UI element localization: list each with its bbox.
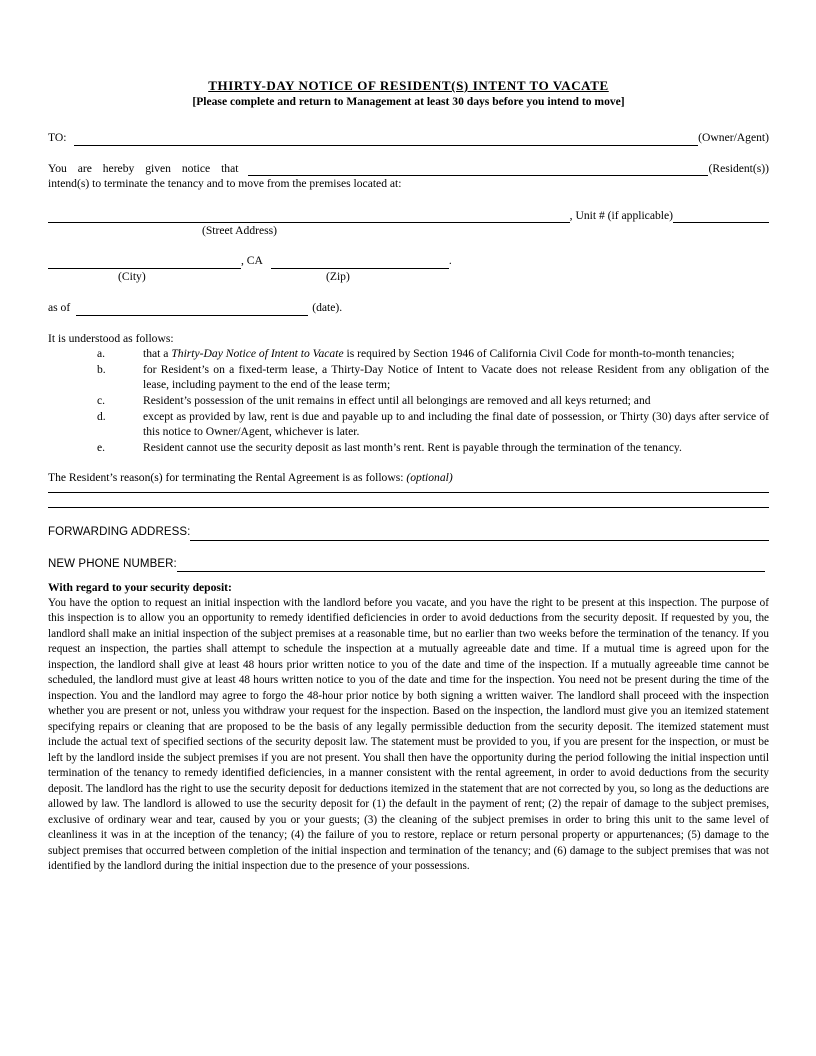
notice-prefix: You are hereby given notice that [48, 161, 239, 175]
reason-line-1[interactable] [48, 492, 769, 493]
resident-name-field[interactable] [248, 163, 708, 176]
resident-row [48, 161, 769, 177]
forwarding-address-field[interactable] [190, 528, 769, 541]
document-subtitle: [Please complete and return to Management at least 30 days before you intend to move] [192, 95, 625, 108]
reason-line-2[interactable] [48, 507, 769, 508]
date-caption: (date). [312, 300, 343, 314]
deposit-body: You have the option to request an initial inspection with the landlord before you vacate, and you have the right to be present at this inspection. The purpose of this inspection is to allow you an opportunity to remedy identified deficiencies in order to avoid deductions from the security deposit. If requested by you, the landlord shall make an initial inspection of the subject premises at a reasonable time, but no earlier than two weeks before the termination of the tenancy. If you request an inspection, the parties shall attempt to schedule the inspection at a mutually agreeable date and time. If a mutual time is agreed upon for the inspection, the landlord shall give at least 48 hours prior written notice to you of the date and time of the inspection. If a mutually agreeable time cannot be scheduled, the landlord must give at least 48 hours written notice to you of the date and time for the inspection. You need not be present during the time of the inspection. You and the landlord may agree to forgo the 48-hour prior notice by both signing a written waiver. The landlord shall proceed with the inspection whether you are present or not, unless you withdraw your request for the inspection. Based on the inspection, the landlord must give you an itemized statement specifying repairs or cleaning that are proposed to be the basis of any legally permissible deduction from the security deposit. The itemized statement must include the actual text of specified sections of the security deposit law. The statement must be provided to you, if you are present for the inspection, or must be left by the landlord inside the subject premises if you are not present. You shall then have the opportunity during the period following the initial inspection until termination of the tenancy to remedy identified deficiencies, in a manner consistent with the rental agreement, in order to avoid deductions from the security deposit. The landlord has the right to use the security deposit for deductions itemized in the statement that are not corrected by you, so long as the deductions are allowed by law. The landlord is allowed to use the security deposit for (1) the default in the payment of rent; (2) the repair of damage to the subject premises, exclusive of ordinary wear and tear, caused by you or your guests; (3) the cleaning of the subject premises in order to bring this unit to the same level of cleanliness it was in at the inception of the tenancy; (4) the failure of you to restore, replace or return personal property or appurtenances; (5) damage to the subject premises that occurred between completion of the initial inspection and termination of the tenancy; and (6) damage to the subject premises that was not identified by the landlord during the initial inspection due to the presence of your possessions. [48, 596, 769, 873]
resident-caption: (Resident(s)) [708, 161, 769, 175]
unit-label: , Unit # (if applicable) [569, 208, 673, 222]
forwarding-row [48, 525, 769, 541]
owner-agent-caption: (Owner/Agent) [698, 131, 769, 144]
notice-document [48, 78, 769, 875]
document-title: THIRTY-DAY NOTICE OF RESIDENT(S) INTENT TO VACATE [208, 78, 609, 93]
list-item: b. for Resident’s on a fixed-term lease, a Thirty-Day Notice of Intent to Vacate does not release Resident from any obligation of the lease, including payment to the end of the lease term; [97, 362, 769, 392]
city-row [48, 253, 769, 269]
reason-label: The Resident’s reason(s) for terminating the Rental Agreement is as follows: (optional) [48, 471, 453, 485]
zip-field[interactable] [271, 256, 449, 269]
to-row [48, 130, 769, 146]
forwarding-label: FORWARDING ADDRESS: [48, 525, 191, 538]
phone-row [48, 557, 769, 573]
date-field[interactable] [76, 303, 308, 316]
city-caption: (City) [118, 269, 146, 283]
city-field[interactable] [48, 256, 241, 269]
as-of-row [48, 300, 769, 316]
ca-label: , CA [241, 254, 263, 268]
street-address-caption: (Street Address) [202, 224, 278, 238]
optional-note: (optional) [406, 471, 453, 485]
zip-period: . [448, 254, 452, 268]
owner-agent-field[interactable] [74, 133, 698, 146]
zip-caption: (Zip) [326, 269, 350, 283]
list-item: d. except as provided by law, rent is due and payable up to and including the final date of possession, or Thirty (30) days after service of this notice to Owner/Agent, whichever is later. [97, 409, 769, 439]
understood-list [48, 346, 769, 455]
to-label: TO: [48, 131, 67, 144]
unit-number-field[interactable] [673, 210, 769, 223]
deposit-heading: With regard to your security deposit: [48, 581, 232, 595]
as-of-label: as of [48, 300, 71, 314]
understood-intro: It is understood as follows: [48, 331, 174, 345]
street-address-field[interactable] [48, 210, 570, 223]
list-item: a. that a Thirty-Day Notice of Intent to Vacate is required by Section 1946 of California Civil Code for month-to-month tenancies; [97, 347, 735, 361]
list-item: e. Resident cannot use the security deposit as last month’s rent. Rent is payable through the termination of the tenancy. [97, 440, 682, 454]
list-item: c. Resident’s possession of the unit remains in effect until all belongings are removed and all keys returned; and [97, 393, 651, 407]
street-row [48, 208, 769, 224]
phone-label: NEW PHONE NUMBER: [48, 557, 177, 570]
phone-field[interactable] [177, 559, 765, 572]
notice-line2: intend(s) to terminate the tenancy and to move from the premises located at: [48, 177, 402, 191]
